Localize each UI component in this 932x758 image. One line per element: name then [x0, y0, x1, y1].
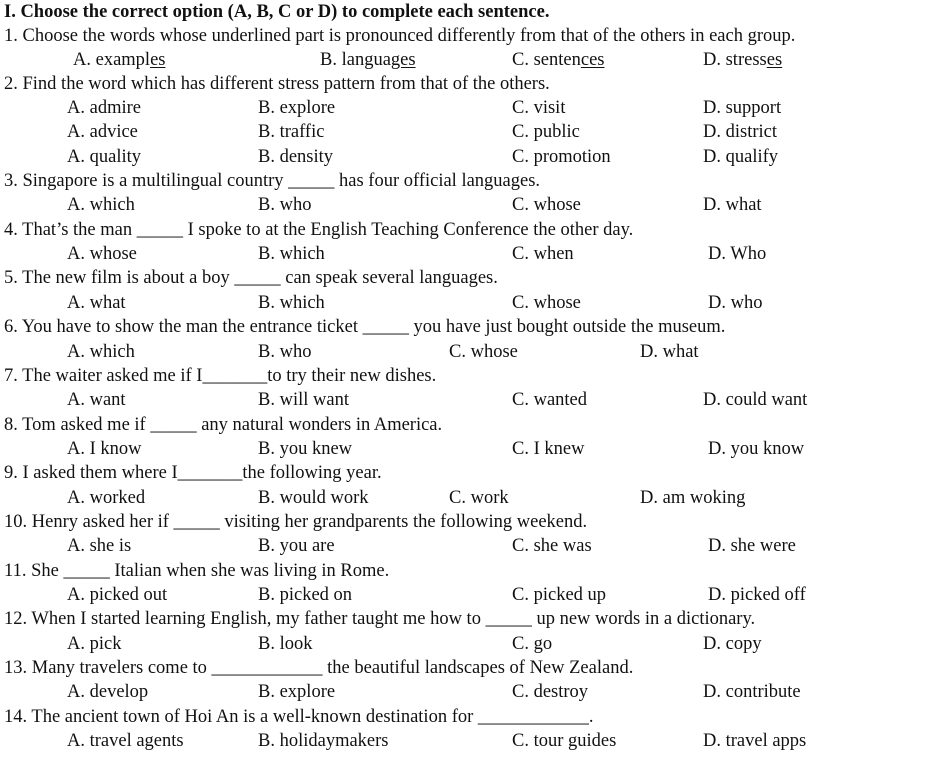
q1-option-b: B. languages — [320, 50, 416, 70]
question-8-text: 8. Tom asked me if _____ any natural wonders in America. — [4, 415, 443, 435]
q5-option-d: D. who — [708, 293, 763, 313]
q5-option-a: A. what — [67, 293, 126, 313]
q2-row3-option-c: C. promotion — [512, 147, 611, 167]
q10-option-d: D. she were — [708, 536, 796, 556]
question-1-text: 1. Choose the words whose underlined part is pronounced differently from that of the others in each group. — [4, 26, 796, 46]
question-6-text: 6. You have to show the man the entrance ticket _____ you have just bought outside the museum. — [4, 317, 726, 337]
q14-option-c: C. tour guides — [512, 731, 617, 751]
q2-row3-option-b: B. density — [258, 147, 334, 167]
q13-option-d: D. contribute — [703, 682, 801, 702]
q2-row2-option-a: A. advice — [67, 122, 138, 142]
q2-row3-option-d: D. qualify — [703, 147, 779, 167]
question-11-text: 11. She _____ Italian when she was living in Rome. — [4, 561, 390, 581]
question-4-text: 4. That’s the man _____ I spoke to at the English Teaching Conference the other day. — [4, 220, 634, 240]
q7-option-d: D. could want — [703, 390, 808, 410]
q9-option-c: C. work — [449, 488, 509, 508]
q1-option-c: C. sentences — [512, 50, 605, 70]
q4-option-b: B. which — [258, 244, 325, 264]
question-12-text: 12. When I started learning English, my father taught me how to _____ up new words in a dictionary. — [4, 609, 756, 629]
q14-option-b: B. holidaymakers — [258, 731, 389, 751]
q5-option-b: B. which — [258, 293, 325, 313]
q6-option-a: A. which — [67, 342, 135, 362]
section-heading: I. Choose the correct option (A, B, C or D) to complete each sentence. — [4, 2, 550, 22]
question-14-text: 14. The ancient town of Hoi An is a well-known destination for ____________. — [4, 707, 594, 727]
q13-option-b: B. explore — [258, 682, 336, 702]
q9-option-a: A. worked — [67, 488, 146, 508]
q1-option-d: D. stresses — [703, 50, 783, 70]
q9-option-b: B. would work — [258, 488, 369, 508]
q6-option-c: C. whose — [449, 342, 518, 362]
q11-option-c: C. picked up — [512, 585, 607, 605]
q4-option-d: D. Who — [708, 244, 767, 264]
q13-option-a: A. develop — [67, 682, 149, 702]
q7-option-a: A. want — [67, 390, 126, 410]
question-9-text: 9. I asked them where I_______the following year. — [4, 463, 382, 483]
q10-option-a: A. she is — [67, 536, 132, 556]
q7-option-b: B. will want — [258, 390, 349, 410]
q8-option-c: C. I knew — [512, 439, 585, 459]
q3-option-d: D. what — [703, 195, 762, 215]
q5-option-c: C. whose — [512, 293, 581, 313]
q2-row2-option-b: B. traffic — [258, 122, 325, 142]
q2-row1-option-c: C. visit — [512, 98, 566, 118]
q2-row3-option-a: A. quality — [67, 147, 141, 167]
q12-option-a: A. pick — [67, 634, 122, 654]
q8-option-a: A. I know — [67, 439, 142, 459]
q3-option-b: B. who — [258, 195, 312, 215]
q8-option-d: D. you know — [708, 439, 805, 459]
q2-row2-option-c: C. public — [512, 122, 580, 142]
question-10-text: 10. Henry asked her if _____ visiting her grandparents the following weekend. — [4, 512, 588, 532]
q12-option-b: B. look — [258, 634, 313, 654]
q8-option-b: B. you knew — [258, 439, 353, 459]
q7-option-c: C. wanted — [512, 390, 588, 410]
q1-option-a: A. examples — [73, 50, 166, 70]
q9-option-d: D. am woking — [640, 488, 746, 508]
q6-option-b: B. who — [258, 342, 312, 362]
q14-option-d: D. travel apps — [703, 731, 807, 751]
question-2-text: 2. Find the word which has different stress pattern from that of the others. — [4, 74, 550, 94]
q3-option-a: A. which — [67, 195, 135, 215]
q4-option-c: C. when — [512, 244, 574, 264]
question-3-text: 3. Singapore is a multilingual country _____ has four official languages. — [4, 171, 541, 191]
q6-option-d: D. what — [640, 342, 699, 362]
q13-option-c: C. destroy — [512, 682, 589, 702]
q12-option-c: C. go — [512, 634, 553, 654]
q11-option-b: B. picked on — [258, 585, 353, 605]
question-5-text: 5. The new film is about a boy _____ can speak several languages. — [4, 268, 498, 288]
q2-row1-option-d: D. support — [703, 98, 782, 118]
q12-option-d: D. copy — [703, 634, 762, 654]
q10-option-b: B. you are — [258, 536, 335, 556]
question-7-text: 7. The waiter asked me if I_______to try their new dishes. — [4, 366, 437, 386]
q2-row2-option-d: D. district — [703, 122, 777, 142]
q2-row1-option-b: B. explore — [258, 98, 336, 118]
q10-option-c: C. she was — [512, 536, 592, 556]
q3-option-c: C. whose — [512, 195, 581, 215]
q4-option-a: A. whose — [67, 244, 137, 264]
q11-option-d: D. picked off — [708, 585, 806, 605]
q14-option-a: A. travel agents — [67, 731, 184, 751]
q11-option-a: A. picked out — [67, 585, 168, 605]
q2-row1-option-a: A. admire — [67, 98, 141, 118]
question-13-text: 13. Many travelers come to ____________ the beautiful landscapes of New Zealand. — [4, 658, 634, 678]
